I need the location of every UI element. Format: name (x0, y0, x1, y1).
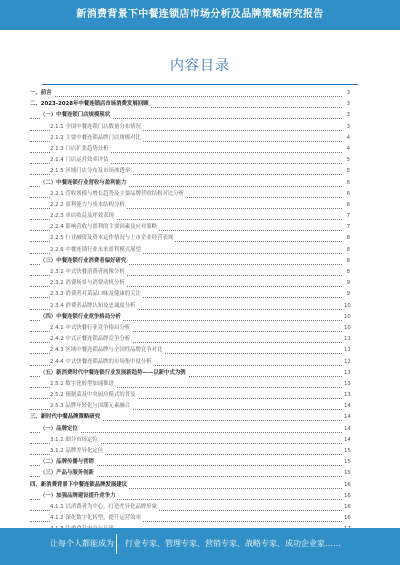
toc-entry-text: 2.2.4 影响营收与盈利的主要因素及应对策略 (50, 222, 159, 233)
toc-entry-text: （三）产品与服务创新 (40, 468, 96, 479)
toc-entry-text: 2.4.4 中式快餐连锁品牌的市场集中度分析 (50, 357, 154, 368)
toc-page-number: 14 (342, 424, 350, 435)
toc-page-number: 16 (342, 502, 350, 513)
toc-entry[interactable] (30, 513, 350, 524)
toc-page-number: 10 (342, 312, 350, 323)
toc-entry-text: 4.1.2 深化数字化转型，提升运营效率 (50, 513, 143, 524)
toc-entry-text: 2.4.2 中式正餐连锁品牌竞争分析 (50, 334, 132, 345)
toc-entry-text: 2.5.1 数字化转型加速推进 (50, 379, 116, 390)
toc-page-number: 8 (342, 245, 350, 256)
toc-entry-text: 2.1.5 区域门店分布及市场渗透率 (50, 166, 132, 177)
toc-entry-text: 2.1.3 门店扩张趋势分析 (50, 144, 111, 155)
toc-page-number: 7 (342, 222, 350, 233)
toc-entry[interactable] (30, 345, 350, 356)
toc-entry-text: 2.3.4 消费者品牌认知及忠诚度分析 (50, 301, 138, 312)
toc-entry-text: 2.4.3 区域中餐连锁品牌与全国性品牌竞争对比 (50, 345, 164, 356)
footer-slogan-right: 行业专家、管理专家、营销专家、战略专家、成功企业家…… (125, 539, 341, 548)
toc-entry[interactable] (30, 401, 350, 412)
toc-entry[interactable] (30, 357, 350, 368)
footer-slogan-left: 让每个人都能成为 (50, 539, 114, 548)
toc-page-number: 11 (342, 345, 350, 356)
toc-entry-text: （二）品牌传播与营销 (40, 457, 96, 468)
toc-page-number: 13 (342, 368, 350, 379)
toc-entry[interactable] (30, 480, 350, 491)
toc-entry-text: 2.3.2 消费场景与消费动机分析 (50, 278, 127, 289)
toc-entry[interactable] (30, 189, 350, 200)
toc-page-number: 9 (342, 289, 350, 300)
toc-entry[interactable] (30, 245, 350, 256)
toc-entry-text: （二）中餐连锁行业营收与盈利能力 (40, 178, 128, 189)
toc-entry[interactable] (30, 178, 350, 189)
toc-entry-text: 3.1.2 品牌差异化定位 (50, 446, 105, 457)
toc-page-number: 14 (342, 401, 350, 412)
toc-page-number: 14 (342, 435, 350, 446)
toc-entry[interactable] (30, 446, 350, 457)
toc-page-number: 6 (342, 200, 350, 211)
toc-entry-text: 2.1.1 全国中餐连锁门店数量分布情况 (50, 122, 143, 133)
toc-entry[interactable] (30, 233, 350, 244)
toc-entry[interactable] (30, 222, 350, 233)
toc-entry[interactable] (30, 457, 350, 468)
toc-page-number: 9 (342, 278, 350, 289)
toc-leader-dots (30, 88, 342, 97)
toc-title: 内容目录 (170, 58, 230, 74)
toc-entry[interactable] (30, 133, 350, 144)
toc-entry[interactable] (30, 155, 350, 166)
toc-page-number: 8 (342, 267, 350, 278)
report-title: 新消费背景下中餐连锁店市场分析及品牌策略研究报告 (76, 9, 324, 20)
toc-page-number: 3 (342, 99, 350, 110)
toc-page-number: 15 (342, 468, 350, 479)
toc-entry-text: 2.5.3 品牌年轻化与国潮元素融合 (50, 401, 132, 412)
toc-entry[interactable] (30, 267, 350, 278)
toc-entry-text: 四、新消费背景下中餐连锁品牌发展建议 (30, 480, 129, 491)
toc-entry-text: （五）新消费时代中餐连锁行业发展新趋势——以新中式为例 (40, 368, 188, 379)
toc-entry-text: 三、新时代中餐品牌策略研究 (30, 412, 102, 423)
toc-page-number: 4 (342, 133, 350, 144)
toc-page-number: 10 (342, 301, 350, 312)
toc-page-number: 13 (342, 379, 350, 390)
toc-page-number: 8 (342, 233, 350, 244)
toc-entry[interactable] (30, 144, 350, 155)
table-of-contents (30, 88, 350, 536)
toc-entry-text: 2.2.5 行业融资及资本运作情况与上市企业经营表现 (50, 233, 175, 244)
toc-entry[interactable] (30, 424, 350, 435)
toc-entry-text: （三）中餐连锁行业消费者偏好研究 (40, 256, 128, 267)
toc-divider (42, 84, 358, 85)
toc-entry-text: （一）加强品牌建设提升竞争力 (40, 491, 117, 502)
toc-page-number: 15 (342, 446, 350, 457)
toc-entry[interactable] (30, 312, 350, 323)
toc-entry[interactable] (30, 301, 350, 312)
toc-entry-text: 2.3.1 中式快餐消费者画像分析 (50, 267, 127, 278)
toc-entry[interactable] (30, 99, 350, 110)
toc-page-number: 6 (342, 178, 350, 189)
toc-entry[interactable] (30, 166, 350, 177)
footer-divider (116, 534, 117, 554)
toc-entry[interactable] (30, 491, 350, 502)
toc-page-number: 10 (342, 323, 350, 334)
toc-entry[interactable] (30, 502, 350, 513)
toc-page-number: 3 (342, 110, 350, 121)
toc-page-number: 16 (342, 491, 350, 502)
toc-entry-text: （一）中餐连锁门店规模现状 (40, 110, 112, 121)
toc-page-number: 3 (342, 122, 350, 133)
toc-page-number: 7 (342, 211, 350, 222)
toc-page-number: 5 (342, 155, 350, 166)
toc-entry-text: 2.3.3 消费者对菜品口味及健康的关注 (50, 289, 143, 300)
toc-entry[interactable] (30, 278, 350, 289)
toc-entry-text: 2.2.2 盈利能力与成本结构分析 (50, 200, 127, 211)
toc-page-number: 4 (342, 144, 350, 155)
toc-entry[interactable] (30, 323, 350, 334)
toc-entry[interactable] (30, 468, 350, 479)
toc-entry[interactable] (30, 122, 350, 133)
toc-entry-text: （四）中餐连锁行业竞争格局分析 (40, 312, 123, 323)
toc-page-number: 5 (342, 166, 350, 177)
toc-entry-text: （一）品牌定位 (40, 424, 80, 435)
toc-entry-text: 3.1.1 细分市场定位 (50, 435, 100, 446)
toc-entry[interactable] (30, 200, 350, 211)
toc-page-number: 12 (342, 357, 350, 368)
toc-entry-text: 二、2023-2028年中餐连锁店市场消费发展回顾 (30, 99, 151, 110)
toc-entry[interactable] (30, 256, 350, 267)
toc-entry[interactable] (30, 435, 350, 446)
toc-entry-text: 2.2.3 单店收益及坪效表现 (50, 211, 116, 222)
toc-page-number: 16 (342, 480, 350, 491)
toc-entry-text: 2.1.4 门店运营效率评估 (50, 155, 111, 166)
toc-page-number: 14 (342, 412, 350, 423)
toc-page-number: 6 (342, 189, 350, 200)
toc-entry[interactable] (30, 289, 350, 300)
toc-page-number: 15 (342, 457, 350, 468)
toc-entry[interactable] (30, 379, 350, 390)
toc-entry-text: 一、前言 (30, 88, 54, 99)
toc-entry[interactable] (30, 110, 350, 121)
toc-entry-text: 4.1.1 以消费者为中心，打造差异化品牌形象 (50, 502, 159, 513)
toc-entry[interactable] (30, 368, 350, 379)
toc-page-number: 11 (342, 334, 350, 345)
toc-page-number: 3 (342, 88, 350, 99)
toc-entry-text: 2.2.1 营收规模与增长趋势及主要品牌营收结构对比分析 (50, 189, 186, 200)
toc-entry[interactable] (30, 211, 350, 222)
toc-page-number: 13 (342, 390, 350, 401)
toc-entry[interactable] (30, 412, 350, 423)
toc-entry-text: 2.2.6 中餐连锁行业未来盈利模式展望 (50, 245, 143, 256)
toc-entry[interactable] (30, 334, 350, 345)
toc-entry-text: 2.4.1 中式快餐行业竞争格局分析 (50, 323, 132, 334)
toc-entry[interactable] (30, 88, 350, 99)
toc-entry-text: 2.1.2 主要中餐连锁品牌门店规模对比 (50, 133, 143, 144)
toc-page-number: 8 (342, 256, 350, 267)
toc-page-number: 16 (342, 513, 350, 524)
toc-entry[interactable] (30, 390, 350, 401)
toc-entry-text: 2.5.2 预制菜及中央厨房模式的普及 (50, 390, 138, 401)
